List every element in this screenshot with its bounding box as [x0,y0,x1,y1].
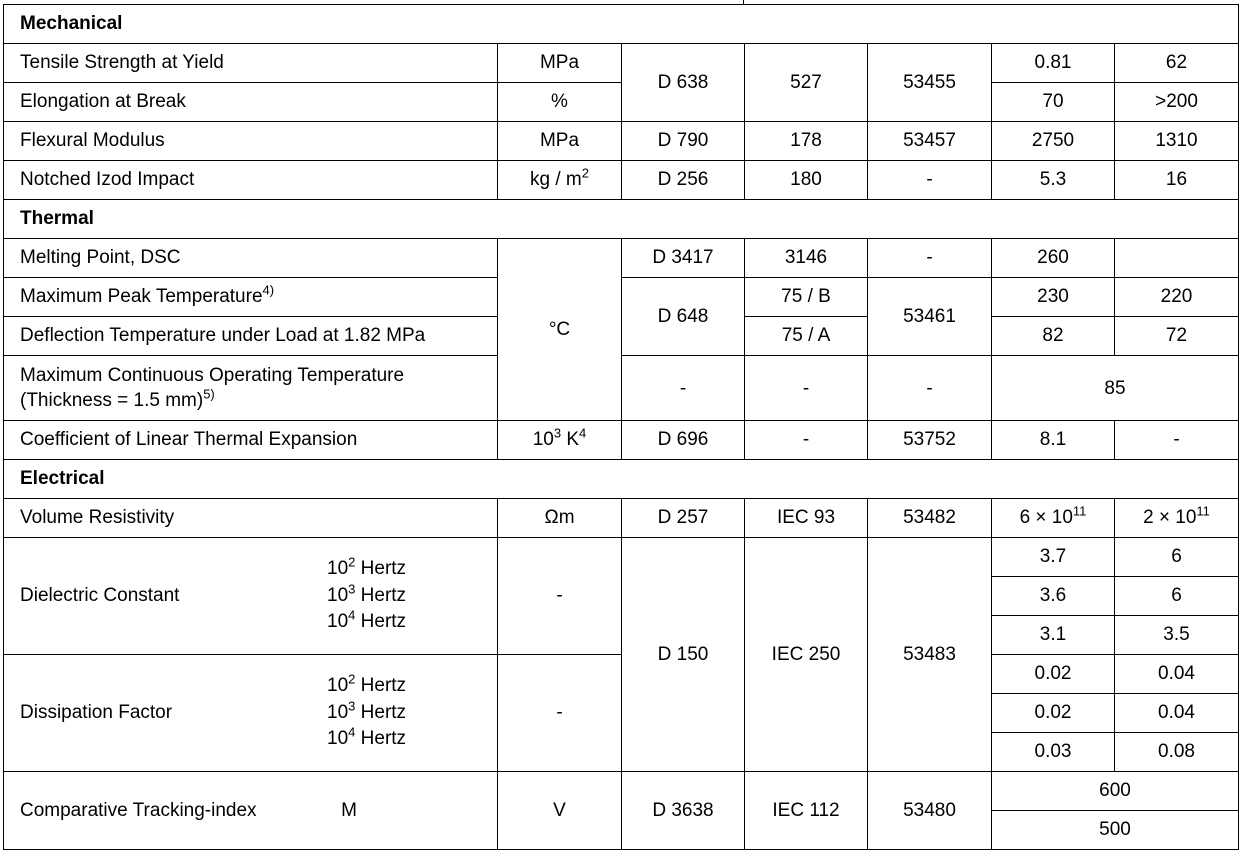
property-label: Elongation at Break [4,83,498,122]
value-2: >200 [1115,83,1239,122]
unit-cell: Ωm [498,499,622,538]
value-1: 3.1 [992,616,1115,655]
value-1: 70 [992,83,1115,122]
table-row [4,356,1239,421]
unit-cell: °C [498,239,622,421]
property-label: Dissipation Factor $10^2$ Hertz $10^3$ Hertz $10^4$ Hertz [4,655,498,772]
property-label: Volume Resistivity [4,499,498,538]
value-1: 0.02 [992,694,1115,733]
unit-cell: - [498,538,622,655]
iso-cell: 3146 [745,239,868,278]
property-label: Comparative Tracking-index M [4,772,498,850]
table-row [4,499,1239,538]
section-row-thermal [4,200,1239,239]
cti-method: M [341,799,357,821]
din-cell: 53461 [868,278,992,356]
din-cell: 53752 [868,421,992,460]
value-1: 3.6 [992,577,1115,616]
iso-cell: IEC 93 [745,499,868,538]
unit-cell: MPa [498,44,622,83]
value-2 [1115,239,1239,278]
din-cell: - [868,161,992,200]
properties-table [3,4,1239,850]
astm-cell: D 3417 [622,239,745,278]
value-2: $2 \times 10^{11}$ [1115,499,1239,538]
din-cell: 53457 [868,122,992,161]
astm-cell: - [622,356,745,421]
property-label: Coefficient of Linear Thermal Expansion [4,421,498,460]
table-row [4,161,1239,200]
astm-cell: D 150 [622,538,745,772]
value-merged: 85 [992,356,1239,421]
section-electrical: Electrical [4,460,1239,499]
din-cell: - [868,239,992,278]
iso-cell: IEC 250 [745,538,868,772]
din-cell: 53455 [868,44,992,122]
unit-cell: MPa [498,122,622,161]
iso-cell: IEC 112 [745,772,868,850]
value-1: 2750 [992,122,1115,161]
value-2: 0.04 [1115,694,1239,733]
iso-cell: 527 [745,44,868,122]
value-2: 0.08 [1115,733,1239,772]
value-1: 0.03 [992,733,1115,772]
value-2: - [1115,421,1239,460]
value-2: 72 [1115,317,1239,356]
table-row [4,278,1239,317]
astm-cell: D 648 [622,278,745,356]
astm-cell: D 257 [622,499,745,538]
iso-cell: 75 / B [745,278,868,317]
property-label: Tensile Strength at Yield [4,44,498,83]
property-label: Melting Point, DSC [4,239,498,278]
value-2: 6 [1115,577,1239,616]
property-label: Maximum Continuous Operating Temperature (Thickness = 1.5 mm)$^{5)}$ [4,356,498,421]
unit-cell: - [498,655,622,772]
table-row [4,239,1239,278]
table-row [4,655,1239,694]
iso-cell: 178 [745,122,868,161]
value-1: 0.02 [992,655,1115,694]
property-label: Deflection Temperature under Load at 1.82 MPa [4,317,498,356]
value-merged: 500 [992,811,1239,850]
value-1: 5.3 [992,161,1115,200]
value-1: 0.81 [992,44,1115,83]
property-label: Notched Izod Impact [4,161,498,200]
value-merged: 600 [992,772,1239,811]
astm-cell: D 256 [622,161,745,200]
iso-cell: 75 / A [745,317,868,356]
unit-cell: kg / $m^2$ [498,161,622,200]
value-1: 3.7 [992,538,1115,577]
value-2: 1310 [1115,122,1239,161]
table-row [4,83,1239,122]
value-2: 16 [1115,161,1239,200]
value-1: 8.1 [992,421,1115,460]
value-1: 230 [992,278,1115,317]
value-2: 220 [1115,278,1239,317]
frequency-list: $10^2$ Hertz $10^3$ Hertz $10^4$ Hertz [327,671,407,750]
din-cell: 53482 [868,499,992,538]
astm-cell: D 638 [622,44,745,122]
value-2: 0.04 [1115,655,1239,694]
unit-cell: $10^3$ $K^4$ [498,421,622,460]
property-label: Dielectric Constant $10^2$ Hertz $10^3$ Hertz $10^4$ Hertz [4,538,498,655]
section-row-electrical [4,460,1239,499]
table-row [4,122,1239,161]
property-label: Flexural Modulus [4,122,498,161]
unit-cell: V [498,772,622,850]
iso-cell: - [745,356,868,421]
din-cell: 53480 [868,772,992,850]
value-2: 3.5 [1115,616,1239,655]
value-1: 260 [992,239,1115,278]
value-2: 6 [1115,538,1239,577]
value-1: 82 [992,317,1115,356]
section-thermal: Thermal [4,200,1239,239]
din-cell: - [868,356,992,421]
unit-cell: % [498,83,622,122]
section-mechanical: Mechanical [4,5,1239,44]
value-2: 62 [1115,44,1239,83]
value-1: $6 \times 10^{11}$ [992,499,1115,538]
property-label: Maximum Peak Temperature$^{4)}$ [4,278,498,317]
astm-cell: D 3638 [622,772,745,850]
iso-cell: - [745,421,868,460]
table-row [4,772,1239,811]
table-row [4,421,1239,460]
frequency-list: $10^2$ Hertz $10^3$ Hertz $10^4$ Hertz [327,554,407,633]
astm-cell: D 696 [622,421,745,460]
table-row [4,538,1239,577]
table-row [4,44,1239,83]
iso-cell: 180 [745,161,868,200]
din-cell: 53483 [868,538,992,772]
section-row-mechanical [4,5,1239,44]
astm-cell: D 790 [622,122,745,161]
